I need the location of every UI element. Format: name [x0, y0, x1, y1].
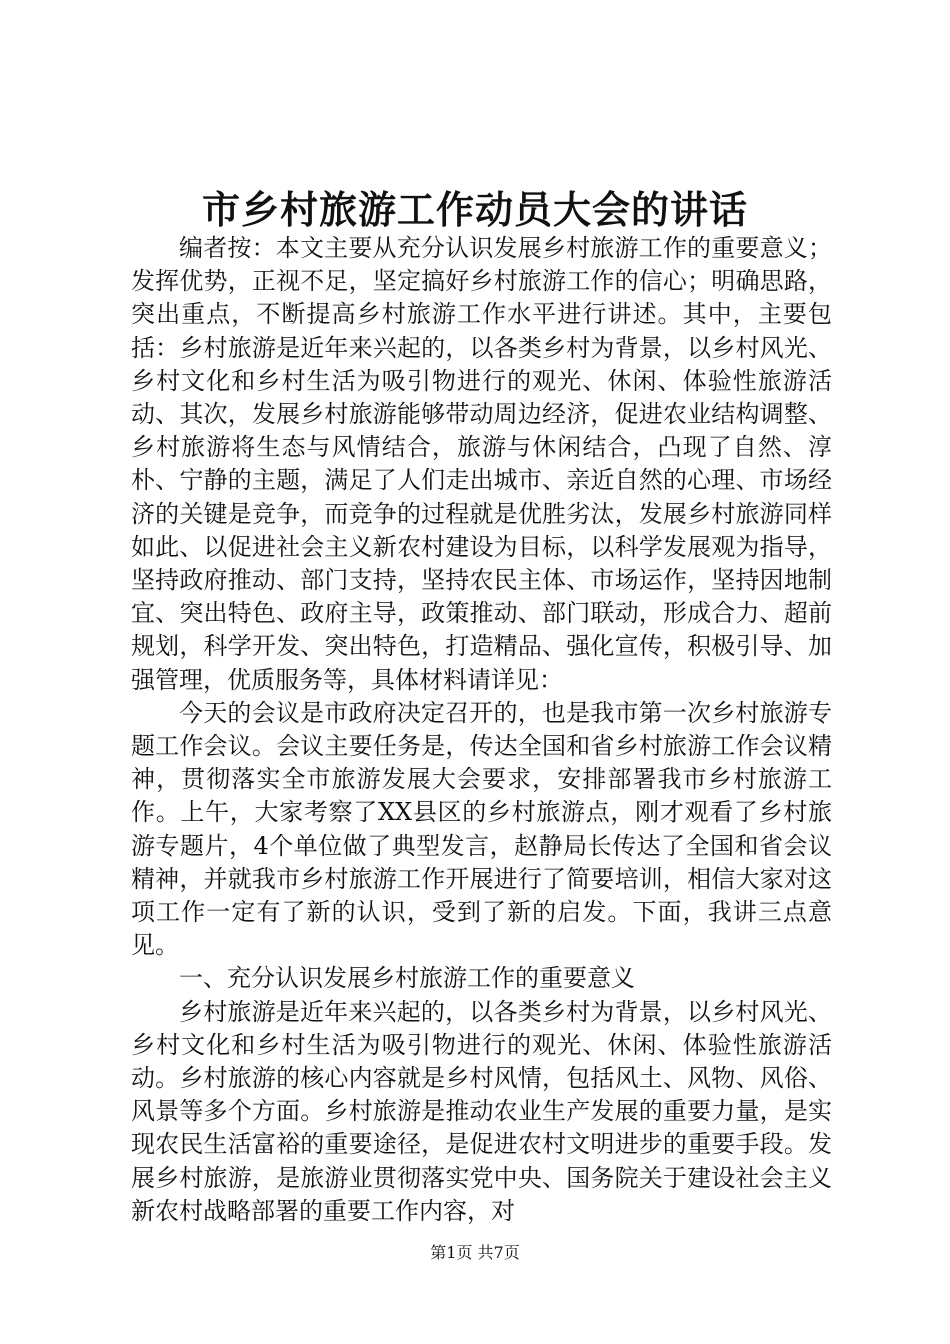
- editor-note-paragraph: 编者按：本文主要从充分认识发展乡村旅游工作的重要意义；发挥优势，正视不足，坚定搞好乡村旅游工作的信心；明确思路，突出重点，不断提高乡村旅游工作水平进行讲述。其中，主要包括：乡村旅游是近年来兴起的，以各类乡村为背景，以乡村风光、乡村文化和乡村生活为吸引物进行的观光、休闲、体验性旅游活动、其次，发展乡村旅游能够带动周边经济，促进农业结构调整、乡村旅游将生态与风情结合，旅游与休闲结合，凸现了自然、淳朴、宁静的主题，满足了人们走出城市、亲近自然的心理、市场经济的关键是竞争，而竞争的过程就是优胜劣汰，发展乡村旅游同样如此、以促进社会主义新农村建设为目标，以科学发展观为指导，坚持政府推动、部门支持，坚持农民主体、市场运作，坚持因地制宜、突出特色、政府主导，政策推动、部门联动，形成合力、超前规划，科学开发、突出特色，打造精品、强化宣传，积极引导、加强管理，优质服务等，具体材料请详见：: [131, 234, 832, 694]
- section-heading: 一、充分认识发展乡村旅游工作的重要意义: [179, 964, 635, 993]
- document-body: [131, 232, 832, 1228]
- intro-paragraph: 今天的会议是市政府决定召开的，也是我市第一次乡村旅游专题工作会议。会议主要任务是，传达全国和省乡村旅游工作会议精神，贯彻落实全市旅游发展大会要求，安排部署我市乡村旅游工作。上午，大家考察了XX县区的乡村旅游点，刚才观看了乡村旅游专题片，4个单位做了典型发言，赵静局长传达了全国和省会议精神，并就我市乡村旅游工作开展进行了简要培训，相信大家对这项工作一定有了新的认识，受到了新的启发。下面，我讲三点意见。: [131, 698, 832, 960]
- page-footer: 第1页 共7页: [430, 1243, 520, 1262]
- body-paragraph: 乡村旅游是近年来兴起的，以各类乡村为背景，以乡村风光、乡村文化和乡村生活为吸引物进行的观光、休闲、体验性旅游活动。乡村旅游的核心内容就是乡村风情，包括风土、风物、风俗、风景等多个方面。乡村旅游是推动农业生产发展的重要力量，是实现农民生活富裕的重要途径，是促进农村文明进步的重要手段。发展乡村旅游，是旅游业贯彻落实党中央、国务院关于建设社会主义新农村战略部署的重要工作内容，对: [131, 997, 832, 1225]
- document-title: 市乡村旅游工作动员大会的讲话: [201, 187, 748, 232]
